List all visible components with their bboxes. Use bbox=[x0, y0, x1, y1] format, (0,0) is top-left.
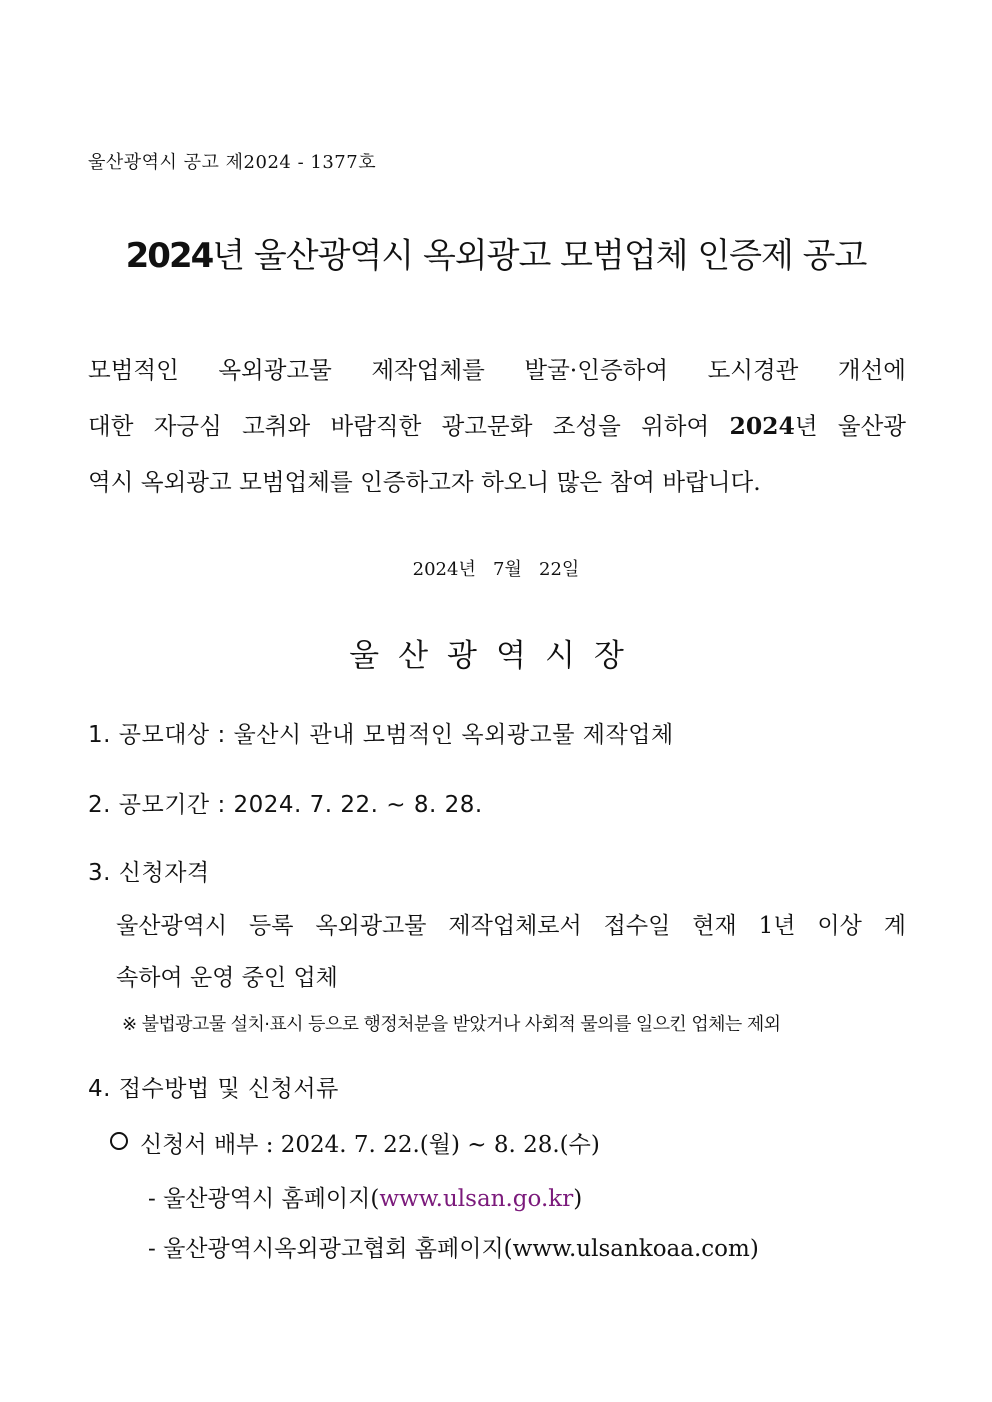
title-text: 년 울산광역시 옥외광고 모범업체 인증제 공고 bbox=[212, 236, 867, 276]
intro-paragraph bbox=[88, 342, 906, 510]
intro-line-2-a: 대한 자긍심 고취와 바람직한 광고문화 조성을 위하여 bbox=[88, 412, 730, 440]
eligibility-text bbox=[116, 900, 906, 1004]
ulsan-homepage-link[interactable]: www.ulsan.go.kr bbox=[379, 1186, 574, 1212]
intro-line-2 bbox=[88, 398, 906, 454]
circle-bullet-icon bbox=[110, 1132, 128, 1150]
sub-item-1-prefix: - 울산광역시 홈페이지( bbox=[148, 1186, 380, 1212]
eligibility-line-1: 울산광역시 등록 옥외광고물 제작업체로서 접수일 현재 1년 이상 계 bbox=[116, 913, 906, 939]
distribution-line bbox=[110, 1126, 600, 1159]
exclusion-note: ※ 불법광고물 설치·표시 등으로 행정처분을 받았거나 사회적 물의를 일으킨 업체는 제외 bbox=[122, 1014, 781, 1035]
item-target: 1. 공모대상 : 울산시 관내 모범적인 옥외광고물 제작업체 bbox=[88, 722, 674, 748]
notice-date bbox=[0, 555, 992, 581]
item-application-method: 4. 접수방법 및 신청서류 bbox=[88, 1076, 339, 1102]
sub-item-association-homepage: - 울산광역시옥외광고협회 홈페이지(www.ulsankoaa.com) bbox=[148, 1236, 759, 1262]
intro-line-2-b: 년 울산광 bbox=[794, 412, 906, 440]
sub-item-1-suffix: ) bbox=[573, 1186, 583, 1212]
sub-item-city-homepage bbox=[148, 1180, 582, 1213]
item-period: 2. 공모기간 : 2024. 7. 22. ~ 8. 28. bbox=[88, 792, 483, 818]
eligibility-line-2: 속하여 운영 중인 업체 bbox=[116, 965, 338, 991]
intro-line-1: 모범적인 옥외광고물 제작업체를 발굴·인증하여 도시경관 개선에 bbox=[88, 356, 906, 384]
title-year: 2024 bbox=[125, 236, 213, 276]
notice-number: 울산광역시 공고 제2024 - 1377호 bbox=[88, 152, 377, 173]
distribution-text: 신청서 배부 : 2024. 7. 22.(월) ~ 8. 28.(수) bbox=[140, 1132, 600, 1158]
intro-line-3: 역시 옥외광고 모범업체를 인증하고자 하오니 많은 참여 바랍니다. bbox=[88, 468, 761, 496]
item-eligibility: 3. 신청자격 bbox=[88, 860, 210, 886]
notice-date-text: 2024년 7월 22일 bbox=[412, 559, 580, 580]
intro-year: 2024 bbox=[729, 412, 795, 440]
page-title bbox=[0, 228, 992, 277]
issuer-name: 울산광역시장 bbox=[349, 638, 643, 674]
